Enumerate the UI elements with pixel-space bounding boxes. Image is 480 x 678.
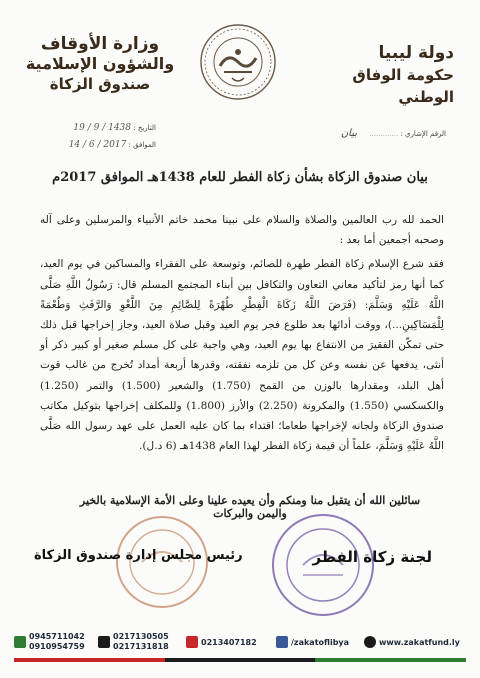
fax-icon [186,636,198,648]
mobile-number-2: 0910954759 [29,642,85,651]
flag-black [165,658,316,662]
facebook-icon [276,636,288,648]
reference-label: الرقم الإشاري : [400,130,446,138]
mobile-numbers [29,632,85,652]
hijri-date-row [46,120,156,137]
state-header [304,42,454,108]
corresponds-label: الموافق : [128,141,156,149]
gregorian-date-row [46,137,156,154]
contact-footer [14,628,466,668]
reference-value: بيان [340,128,358,139]
globe-icon [364,636,376,648]
flag-color-bar [14,658,466,662]
government-name: حكومة الوفاق الوطني [352,66,454,106]
website-url: www.zakatfund.ly [379,637,460,647]
statement-title: بيان صندوق الزكاة بشأن زكاة الفطر للعام 1438هـ الموافق 2017م [52,170,428,185]
telephone-icon [98,636,110,648]
date-block [46,120,156,154]
date-label: التاريخ : [133,124,156,132]
fax-number: 0213407182 [201,637,257,647]
opening-paragraph: الحمد لله رب العالمين والصلاة والسلام على نبينا محمد خاتم الأنبياء والمرسلين وعلى آله وصحبه أجمعين أما بعد : [40,214,444,247]
reference-number [341,128,446,139]
ministry-name: وزارة الأوقاف [40,34,160,54]
flag-green [315,658,466,662]
mobile-contact [14,632,85,652]
ministry-subname: والشؤون الإسلامية [25,54,175,73]
ministry-header [20,34,180,94]
committee-signature: لجنة زكاة الفطر [312,548,432,566]
mobile-number-1: 0945711042 [29,632,85,641]
fax-contact [186,636,257,648]
chairman-signature: رئيس مجلس إدارة صندوق الزكاة [34,548,243,563]
reference-dots: ............. [369,130,399,138]
state-name: دولة ليبيا [378,43,454,63]
phone-icon [14,636,26,648]
hijri-date-value: 1438 / 9 / 19 [73,123,131,133]
landline-number-1: 0217130505 [113,632,169,641]
landline-contact [98,632,169,652]
landline-numbers [113,632,169,652]
gregorian-date-value: 2017 / 6 / 14 [68,140,127,150]
facebook-contact [276,636,349,648]
fund-name: صندوق الزكاة [49,75,151,93]
zakat-fund-logo [198,22,278,102]
facebook-handle: /zakatoflibya [291,637,350,647]
statement-body [40,210,444,460]
closing-prayer: سائلين الله أن يتقبل منا ومنكم وأن يعيده علينا وعلى الأمة الإسلامية بالخير واليمن والبركات [79,494,421,520]
main-paragraph: فقد شرع الإسلام زكاة الفطر طهرة للصائم، وتوسعة على الفقراء والمساكين في يوم العيد، كما أنها رمز لتأكيد معاني التعاون والتكافل بين أبناء المجتمع المسلم قال: رَسُولُ اللَّهِ صَلَّى اللَّهُ عَلَيْهِ وَسَلَّمَ: (فَرَضَ اللَّهُ زَكَاةَ الْفِطْرِ طُهْرَةً لِلصَّائِمِ مِنَ اللَّغْوِ وَالرَّفَثِ وَطُعْمَةً لِلْمَسَاكِينِ...)، ووقت أدائها بعد طلوع فجر يوم العيد وقبل صلاة العيد، وجاز إخراجها قبل ذلك حتى تمكّن الفقيرَ من الانتفاع بها يوم العيد، وهي واجبة على كل مسلم صغير أو كبير ذكر أو أنثى، يدفعها عن نفسه وعن كل من تلزمه نفقته، وقدرها أربعة أمداد تُخرج من غالب قوت أهل البلد، ومقدارها بالوزن من القمح (1.750) والشعير (1.500) والتمر (1.250) والكسكسي (1.550) والمكرونة (2.250) والأرز (1.800) وللمكلف إخراجها بتوكيل مكاتب صندوق الزكاة ولجانه لإخراجها طعاما؛ اقتداء بما كان عليه العمل على عهد رسول الله صَلَّى اللَّهُ عَلَيْهِ وَسَلَّمَ، علماً أن قيمة زكاة الفطر لهذا العام 1438هـ (6 د.ل). [40,258,444,453]
landline-number-2: 0217131818 [113,642,169,651]
website-contact [364,636,460,648]
flag-red [14,658,165,662]
